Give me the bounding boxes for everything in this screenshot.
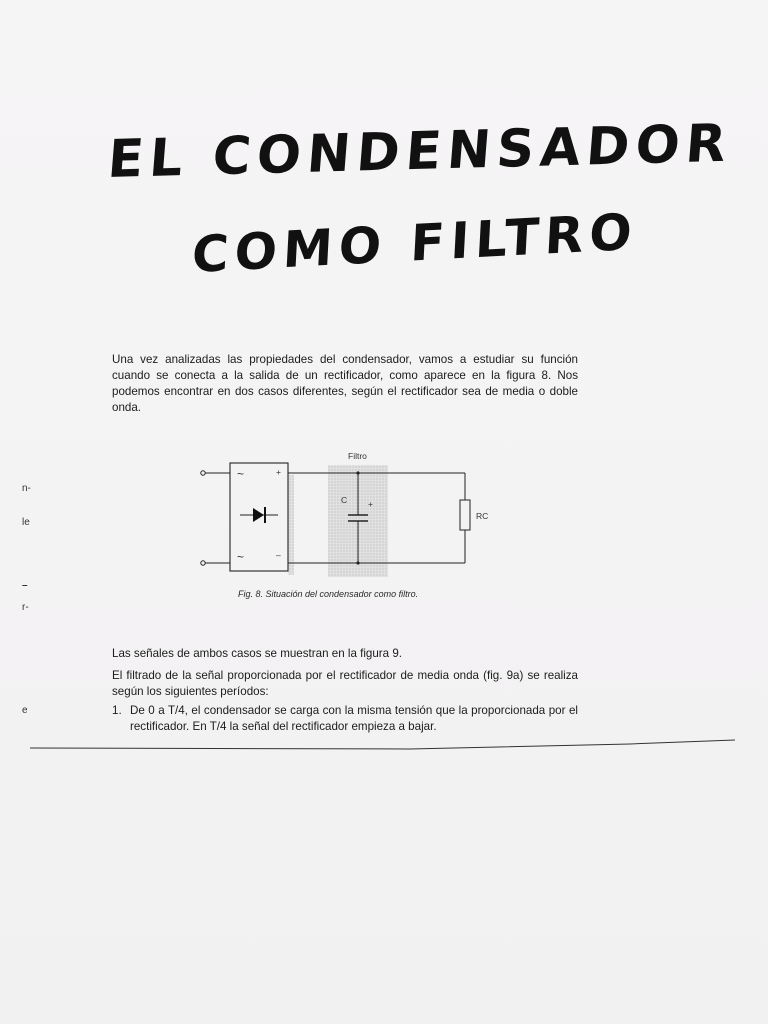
resistor-icon <box>460 500 470 530</box>
list-item <box>112 703 578 735</box>
capacitor-label: C <box>341 495 348 505</box>
handwritten-title-line-2: COMO FILTRO <box>190 202 640 285</box>
input-terminal-bottom <box>201 561 205 565</box>
filter-label: Filtro <box>348 451 367 461</box>
intro-paragraph: Una vez analizadas las propiedades del condensador, vamos a estudiar su función cuando se conecta a la salida de un rectificador, como aparece en la figura 8. Nos podemos encontrar en dos casos diferentes, según el rectificador sea de media o doble onda. <box>112 353 578 414</box>
margin-fragment: n- <box>22 483 31 494</box>
list-item-number: 1. <box>112 704 122 717</box>
resistor-label: RC <box>476 511 489 521</box>
page-cut-line <box>30 736 740 756</box>
handwritten-title-line-1: EL CONDENSADOR <box>105 113 735 191</box>
filtrado-paragraph: El filtrado de la señal proporcionada por el rectificador de media onda (fig. 9a) se realiza según los siguientes períodos: <box>112 669 578 698</box>
rectifier-shadow <box>288 475 294 575</box>
figure-caption: Fig. 8. Situación del condensador como filtro. <box>238 589 419 599</box>
margin-fragment: e <box>22 705 28 716</box>
input-terminal-top <box>201 471 205 475</box>
capacitor-plus-label: + <box>368 499 373 509</box>
margin-fragment: r- <box>22 602 29 613</box>
margin-fragment: le <box>22 517 30 528</box>
ac-symbol-top: ~ <box>237 467 245 481</box>
minus-terminal-label: – <box>276 550 281 560</box>
ac-symbol-bottom: ~ <box>237 550 245 564</box>
plus-terminal-label: + <box>276 467 281 477</box>
diode-icon <box>240 507 278 523</box>
signals-paragraph: Las señales de ambos casos se muestran en la figura 9. <box>112 647 403 660</box>
rectifier-filter-circuit-diagram <box>190 445 510 585</box>
list-item-text: De 0 a T/4, el condensador se carga con la misma tensión que la proporcionada por el rectificador. En T/4 la señal del rectificador empieza a bajar. <box>130 704 578 733</box>
margin-fragment: – <box>22 580 28 591</box>
